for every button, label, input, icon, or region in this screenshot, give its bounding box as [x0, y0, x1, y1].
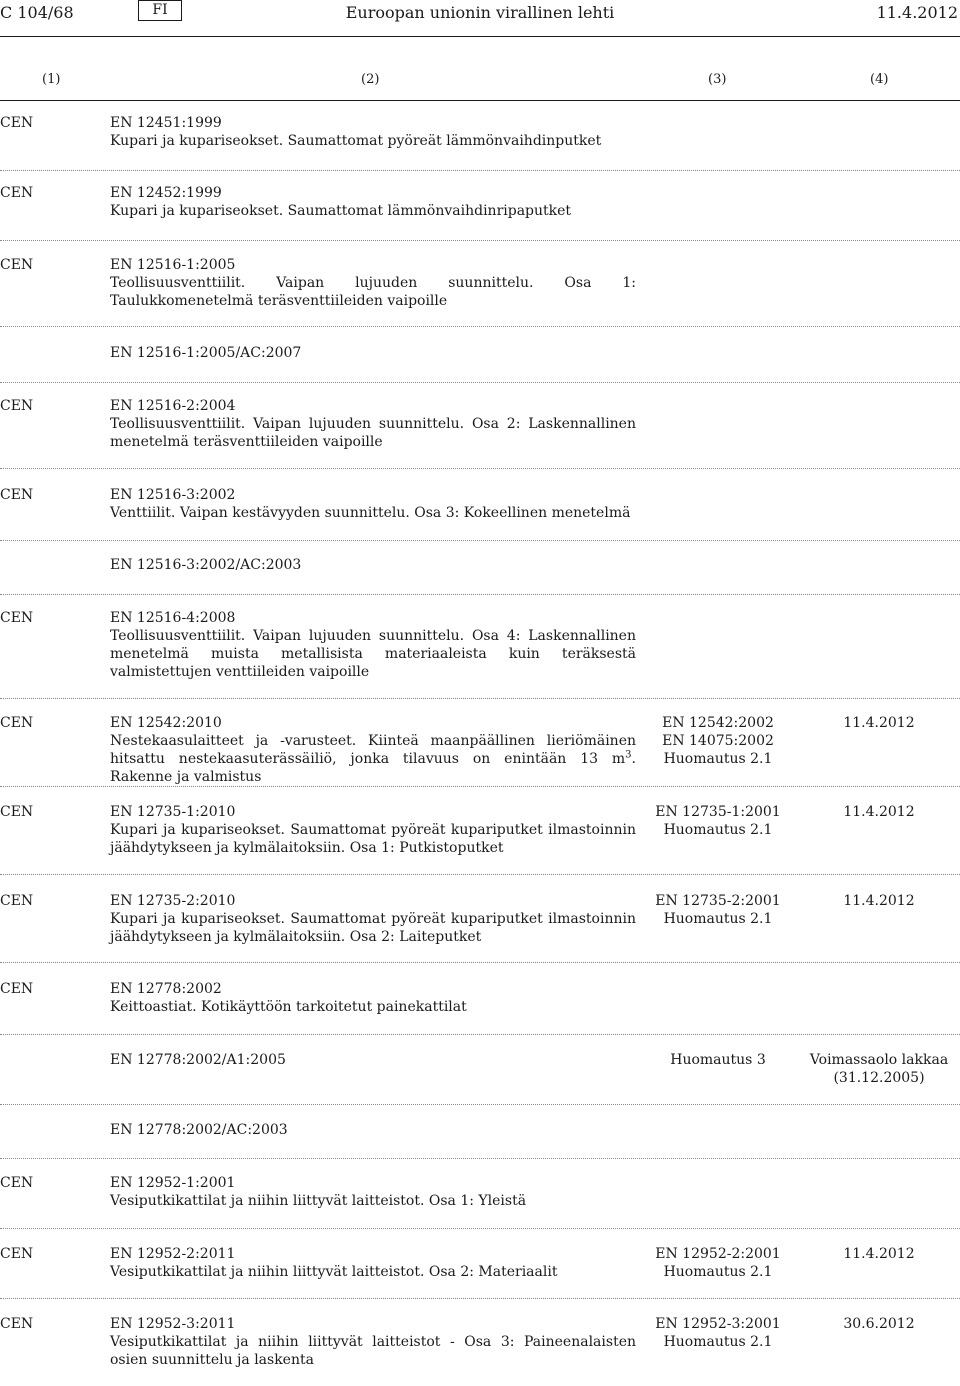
standard-title: Teollisuusventtiilit. Vaipan lujuuden suunnittelu. Osa 1: Taulukkomenetelmä teräsventtiileiden vaipoille — [110, 275, 636, 309]
standard-code: EN 12952-2:2011 — [110, 1246, 236, 1262]
row-divider — [0, 540, 960, 541]
standard-code: EN 12452:1999 — [110, 185, 222, 201]
standard-cell — [110, 114, 636, 150]
date-cell: 11.4.2012 — [843, 893, 915, 909]
row-divider — [0, 962, 960, 963]
standard-code: EN 12735-2:2010 — [110, 893, 236, 909]
standard-cell — [110, 397, 636, 451]
language-badge: FI — [138, 0, 182, 21]
column-header-1: (1) — [42, 72, 61, 87]
row-divider — [0, 594, 960, 595]
superseded-standard-cell: EN 12735-1:2001 Huomautus 2.1 — [655, 804, 781, 838]
standard-code: EN 12952-1:2001 — [110, 1175, 236, 1191]
superseded-standard-cell: EN 12735-2:2001 Huomautus 2.1 — [655, 893, 781, 927]
standard-title: Venttiilit. Vaipan kestävyyden suunnittelu. Osa 3: Kokeellinen menetelmä — [110, 505, 631, 521]
standard-code: EN 12952-3:2011 — [110, 1316, 236, 1332]
standard-cell — [110, 714, 636, 786]
superseded-standard-cell: Huomautus 3 — [670, 1052, 766, 1068]
org-cell: CEN — [0, 257, 34, 273]
journal-title: Euroopan unionin virallinen lehti — [345, 3, 615, 22]
standard-cell — [110, 1174, 636, 1210]
column-header-4: (4) — [870, 72, 889, 87]
standard-title: Teollisuusventtiilit. Vaipan lujuuden suunnittelu. Osa 2: Laskennallinen menetelmä teräsventtiileiden vaipoille — [110, 416, 636, 450]
row-divider — [0, 874, 960, 875]
row-divider — [0, 786, 960, 787]
standard-cell — [110, 1245, 636, 1281]
standard-cell — [110, 980, 636, 1016]
row-divider — [0, 1228, 960, 1229]
standard-cell — [110, 556, 636, 574]
org-cell: CEN — [0, 981, 34, 997]
standard-cell — [110, 1121, 636, 1139]
header-rule — [0, 36, 960, 37]
column-header-3: (3) — [708, 72, 727, 87]
standard-code: EN 12516-1:2005/AC:2007 — [110, 345, 302, 361]
standard-title — [110, 732, 636, 786]
row-divider — [0, 326, 960, 327]
column-header-rule — [0, 100, 960, 101]
title-part: . Rakenne ja valmistus — [110, 751, 636, 785]
org-cell: CEN — [0, 893, 34, 909]
column-header-2: (2) — [361, 72, 380, 87]
superseded-standard-cell: EN 12952-3:2001 Huomautus 2.1 — [655, 1316, 781, 1350]
org-cell: CEN — [0, 398, 34, 414]
standard-code: EN 12516-3:2002/AC:2003 — [110, 557, 302, 573]
standard-cell — [110, 609, 636, 681]
standard-cell — [110, 1315, 636, 1369]
row-divider — [0, 1298, 960, 1299]
standard-title: Kupari ja kupariseokset. Saumattomat pyöreät kupariputket ilmastoinnin jäähdytykseen ja kylmälaitoksiin. Osa 1: Putkistoputket — [110, 822, 636, 856]
standard-code: EN 12778:2002/A1:2005 — [110, 1052, 286, 1068]
superseded-standard-cell: EN 12542:2002 EN 14075:2002 Huomautus 2.1 — [662, 715, 774, 767]
standard-title: Vesiputkikattilat ja niihin liittyvät laitteistot. Osa 2: Materiaalit — [110, 1264, 558, 1280]
org-cell: CEN — [0, 1316, 34, 1332]
superscript: 3 — [625, 749, 632, 761]
standard-code: EN 12516-1:2005 — [110, 257, 236, 273]
date-cell: 30.6.2012 — [843, 1316, 915, 1332]
org-cell: CEN — [0, 1246, 34, 1262]
standard-code: EN 12516-2:2004 — [110, 398, 236, 414]
row-divider — [0, 468, 960, 469]
issue-date: 11.4.2012 — [876, 3, 958, 22]
standard-code: EN 12542:2010 — [110, 715, 222, 731]
org-cell: CEN — [0, 1175, 34, 1191]
standard-cell — [110, 1051, 636, 1069]
row-divider — [0, 1104, 960, 1105]
date-cell: 11.4.2012 — [843, 1246, 915, 1262]
standard-cell — [110, 344, 636, 362]
page-header — [0, 0, 960, 26]
row-divider — [0, 1034, 960, 1035]
standard-title: Vesiputkikattilat ja niihin liittyvät laitteistot - Osa 3: Paineenalaisten osien suunnittelu ja laskenta — [110, 1334, 636, 1368]
standard-cell — [110, 256, 636, 310]
standard-title: Vesiputkikattilat ja niihin liittyvät laitteistot. Osa 1: Yleistä — [110, 1193, 527, 1209]
row-divider — [0, 240, 960, 241]
org-cell: CEN — [0, 487, 34, 503]
standard-cell — [110, 803, 636, 857]
standard-code: EN 12735-1:2010 — [110, 804, 236, 820]
org-cell: CEN — [0, 185, 34, 201]
org-cell: CEN — [0, 715, 34, 731]
org-cell: CEN — [0, 115, 34, 131]
standard-title: Kupari ja kupariseokset. Saumattomat lämmönvaihdinripaputket — [110, 203, 572, 219]
standard-title: Kupari ja kupariseokset. Saumattomat pyöreät kupariputket ilmastoinnin jäähdytykseen ja kylmälaitoksiin. Osa 2: Laiteputket — [110, 911, 636, 945]
standard-title: Teollisuusventtiilit. Vaipan lujuuden suunnittelu. Osa 4: Laskennallinen menetelmä muista metallisista materiaaleista kuin teräksestä valmistettujen venttiileiden vaipoille — [110, 628, 636, 680]
row-divider — [0, 170, 960, 171]
row-divider — [0, 382, 960, 383]
date-cell: 11.4.2012 — [843, 804, 915, 820]
org-cell: CEN — [0, 804, 34, 820]
standard-title: Keittoastiat. Kotikäyttöön tarkoitetut painekattilat — [110, 999, 467, 1015]
row-divider — [0, 1158, 960, 1159]
standard-cell — [110, 892, 636, 946]
standard-code: EN 12516-4:2008 — [110, 610, 236, 626]
standard-code: EN 12451:1999 — [110, 115, 222, 131]
title-part: Nestekaasulaitteet ja -varusteet. Kiinteä maanpäällinen lieriömäinen hitsattu nestekaasuterässäiliö, jonka tilavuus on enintään 13 m — [110, 733, 636, 767]
standard-code: EN 12516-3:2002 — [110, 487, 236, 503]
standard-code: EN 12778:2002/AC:2003 — [110, 1122, 288, 1138]
standard-cell — [110, 184, 636, 220]
date-cell: Voimassaolo lakkaa (31.12.2005) — [809, 1052, 949, 1086]
superseded-standard-cell: EN 12952-2:2001 Huomautus 2.1 — [655, 1246, 781, 1280]
standard-title: Kupari ja kupariseokset. Saumattomat pyöreät lämmönvaihdinputket — [110, 133, 602, 149]
org-cell: CEN — [0, 610, 34, 626]
page-reference: C 104/68 — [0, 3, 74, 22]
date-cell: 11.4.2012 — [843, 715, 915, 731]
row-divider — [0, 698, 960, 699]
standard-code: EN 12778:2002 — [110, 981, 222, 997]
standard-cell — [110, 486, 636, 522]
